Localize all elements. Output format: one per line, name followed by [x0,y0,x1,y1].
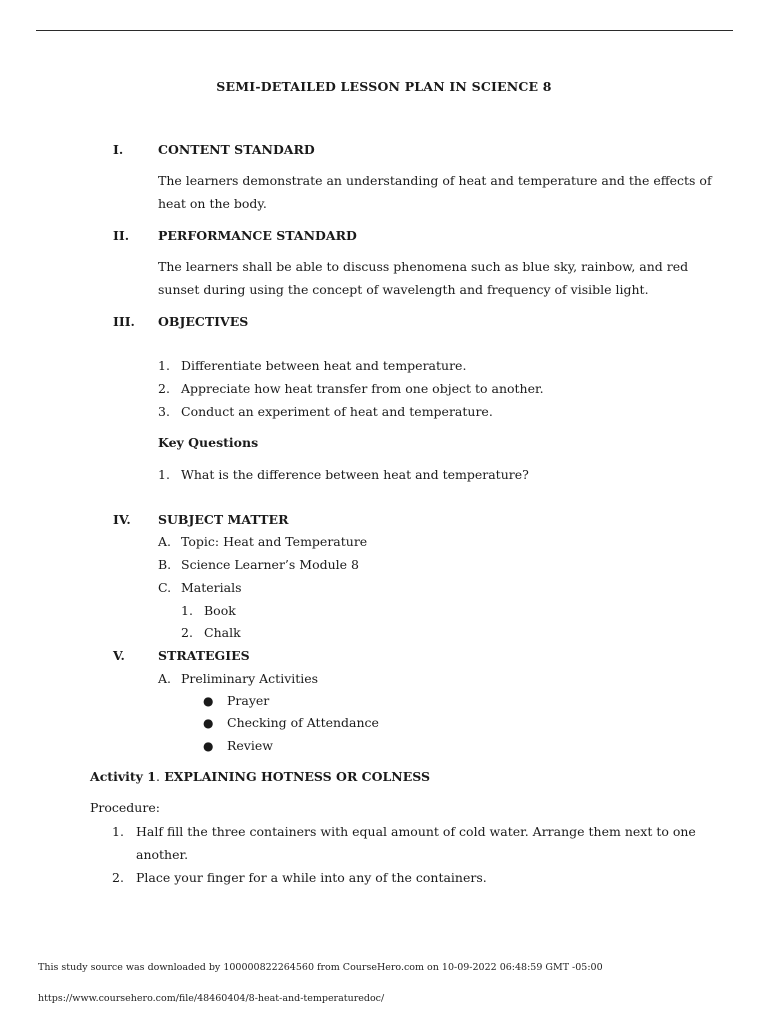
section-number-performance: II. [113,228,130,243]
document-title: SEMI-DETAILED LESSON PLAN IN SCIENCE 8 [216,79,552,94]
objective-number: 3. [158,404,170,419]
objective-text: Differentiate between heat and temperature. [181,358,467,373]
section-number-subject-matter: IV. [113,512,131,527]
section-title-subject-matter: SUBJECT MATTER [158,512,289,527]
subject-item-letter: C. [158,580,172,595]
step-number: 2. [112,870,124,885]
key-question-text: What is the difference between heat and temperature? [181,467,529,482]
step-text-line-1: Place your finger for a while into any of the containers. [136,870,487,885]
section-number-objectives: III. [113,314,135,329]
activity-separator: . [155,769,160,784]
section-number-content: I. [113,142,124,157]
download-notice: This study source was downloaded by 100000822264560 from CourseHero.com on 10-09-2022 06:48:59 GMT -05:00 [38,962,603,973]
source-url-link[interactable]: https://www.coursehero.com/file/48460404/8-heat-and-temperaturedoc/ [38,993,385,1004]
content-standard-line-2: heat on the body. [158,196,267,211]
objective-text: Conduct an experiment of heat and temperature. [181,404,493,419]
objective-number: 1. [158,358,170,373]
subject-item-letter: A. [158,534,172,549]
performance-standard-line-2: sunset during using the concept of wavelength and frequency of visible light. [158,282,649,297]
subject-item-text: Topic: Heat and Temperature [181,534,368,549]
subject-item-text: Materials [181,580,242,595]
bullet-icon: ● [203,739,214,753]
material-text: Chalk [204,625,241,640]
section-number-strategies: V. [113,648,125,663]
objective-number: 2. [158,381,170,396]
subject-item-letter: B. [158,557,172,572]
step-number: 1. [112,824,124,839]
key-question-number: 1. [158,467,170,482]
preliminary-activity: Checking of Attendance [227,715,379,730]
section-title-performance: PERFORMANCE STANDARD [158,228,357,243]
preliminary-activity: Prayer [227,693,270,708]
bullet-icon: ● [203,694,214,708]
performance-standard-line-1: The learners shall be able to discuss phenomena such as blue sky, rainbow, and red [158,259,689,274]
activity-title: EXPLAINING HOTNESS OR COLNESS [164,769,431,784]
bullet-icon: ● [203,716,214,730]
preliminary-activity: Review [227,738,273,753]
content-standard-line-1: The learners demonstrate an understanding of heat and temperature and the effects of [158,173,712,188]
material-number: 2. [181,625,193,640]
step-text-line-2: another. [136,847,189,862]
step-text-line-1: Half fill the three containers with equal amount of cold water. Arrange them next to one [136,824,696,839]
section-title-strategies: STRATEGIES [158,648,250,663]
header-rule [36,30,733,31]
key-questions-heading: Key Questions [158,435,259,450]
section-title-content: CONTENT STANDARD [158,142,315,157]
procedure-label: Procedure: [90,800,160,815]
activity-heading [90,769,430,784]
material-text: Book [204,603,236,618]
material-number: 1. [181,603,193,618]
strategy-item-text: Preliminary Activities [181,671,319,686]
activity-label: Activity 1 [90,769,156,784]
objective-text: Appreciate how heat transfer from one object to another. [181,381,544,396]
subject-item-text: Science Learner’s Module 8 [181,557,359,572]
section-title-objectives: OBJECTIVES [158,314,249,329]
strategy-item-letter: A. [158,671,172,686]
